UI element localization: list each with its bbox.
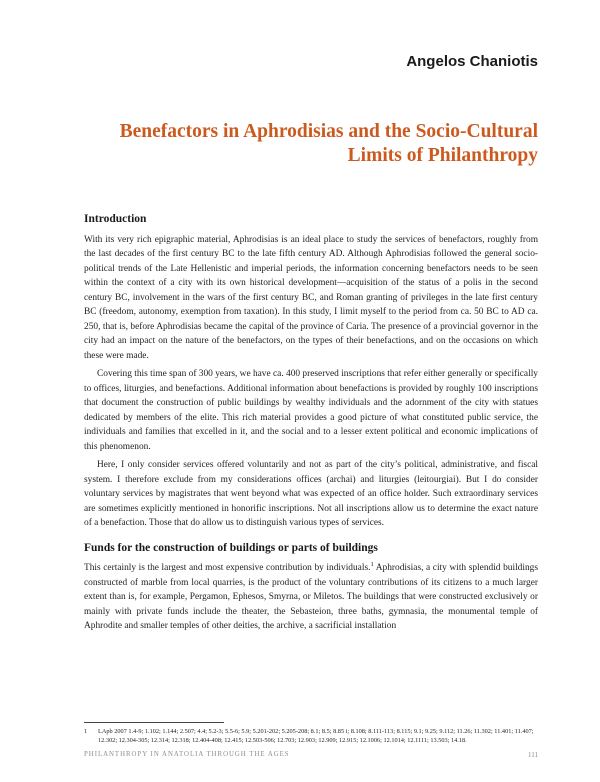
funds-text-b: Aphrodisias, a city with splendid buildings constructed of marble from local quarries, is the product of the voluntary contributions of its citizens to a much larger extent than is, for example, Pergamon, Ephesos, Smyrna, or Miletos. The buildings that were constructed exclusively or mainly with private funds include the theater, the Sebasteion, three baths, gymnasia, the monumental temple of Aphrodite and smaller temples of other deities, the archive, a sacrificial installation [84, 563, 538, 631]
paragraph-intro-3: Here, I only consider services offered voluntarily and not as part of the city’s political, administrative, and fiscal system. I therefore exclude from my considerations offices (archai) and liturgies (leitourgiai). But I do consider voluntary services by magistrates that went beyond what was expected of an office holder. Such extraordinary services are sometimes explicitly mentioned in honorific inscriptions. Not all inscriptions allow us to determine the exact nature of a benefaction. Those that do allow us to distinguish various types of services. [84, 460, 538, 528]
section-heading-introduction: Introduction [84, 213, 147, 225]
page-number: 111 [528, 751, 538, 759]
paragraph-intro-2: Covering this time span of 300 years, we have ca. 400 preserved inscriptions that refer either generally or specifically to offices, liturgies, and benefactions. Additional information about benefactions is provided by roughly 100 inscriptions that document the construction of public buildings by wealthy individuals and the adornment of the city with statues dedicated by members of the elite. This rich material provides a good picture of what constituted public service, the individuals and families that excelled in it, and the social and to a lesser extent political and economic implications of this phenomenon. [84, 369, 538, 452]
footnote-ref-1[interactable]: 1 [370, 560, 374, 568]
title-line-1: Benefactors in Aphrodisias and the Socio-Cultural [119, 121, 538, 142]
article-title [68, 120, 538, 168]
running-footer-title: PHILANTHROPY IN ANATOLIA THROUGH THE AGES [84, 751, 290, 758]
footnote-divider [84, 722, 224, 723]
paragraph-intro-1: With its very rich epigraphic material, Aphrodisias is an ideal place to study the services of benefactors, roughly from the last decades of the first century BC to the late fifth century AD. Although Aphrodisias followed the general socio-political trends of the Late Hellenistic and imperial periods, the information concerning benefactors needs to be seen within the context of a city with its own historical development—acquisition of the status of a polis in the second century BC, involvement in the wars of the first century BC, and Roman granting of privileges in the late first century BC (freedom, autonomy, exemption from taxation). In this study, I limit myself to the period from ca. 50 BC to AD ca. 250, that is, before Aphrodisias became the capital of the province of Caria. The presence of a provincial governor in the city had an impact on the nature of the benefactors, on the types of their benefactions, and on the occasions on which these were made. [84, 234, 538, 361]
footnote-text: LApb 2007 1.4-9; 1.102; 1.144; 2.507; 4.4; 5.2-3; 5.5-6; 5.9; 5.201-202; 5.205-208; 8.1; 8.5; 8.85 i; 8.108; 8.111-113; 8.115; 9.1; 9.25; 9.112; 11.26; 11.302; 11.401; 11.407; 12.302; 12.304-305; 12.314; 12.318; 12.404-408; 12.415; 12.503-506; 12.703; 12.903; 12.909; 12.915; 12.1006; 12.1014; 12.1111; 13.503; 14.18. [98, 728, 534, 744]
footnote-number: 1 [84, 728, 88, 735]
paragraph-funds-1 [84, 561, 538, 634]
funds-text-a: This certainly is the largest and most expensive contribution by individuals. [84, 563, 371, 573]
article-body [84, 212, 538, 638]
footnote-1 [84, 727, 538, 745]
section-heading-funds: Funds for the construction of buildings or parts of buildings [84, 541, 378, 554]
title-line-2: Limits of Philanthropy [347, 145, 538, 166]
author-name: Angelos Chaniotis [406, 53, 538, 70]
